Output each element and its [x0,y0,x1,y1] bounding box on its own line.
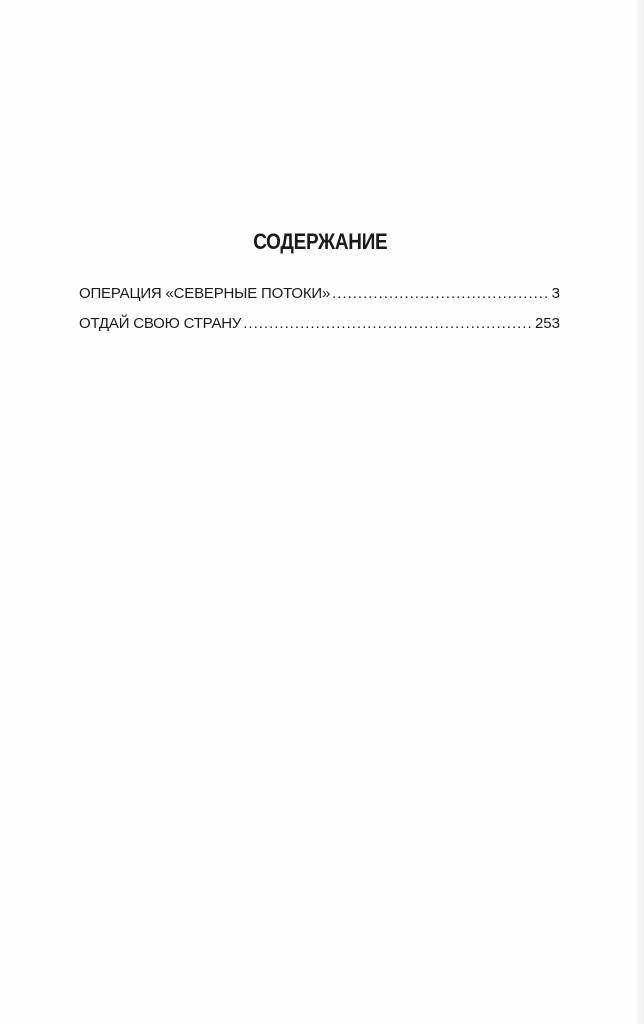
toc-entry-title: ОТДАЙ СВОЮ СТРАНУ [79,315,242,332]
toc-leader-dots [332,285,550,303]
toc-entry [79,285,560,303]
toc-leader-dots [243,315,533,333]
page-edge-shadow [634,0,644,1024]
toc-entry-page: 253 [534,315,560,332]
toc-entry-page: 3 [551,285,560,302]
contents-heading: СОДЕРЖАНИЕ [253,229,388,254]
toc-entry [79,315,560,333]
toc-entry-title: ОПЕРАЦИЯ «СЕВЕРНЫЕ ПОТОКИ» [79,285,331,302]
